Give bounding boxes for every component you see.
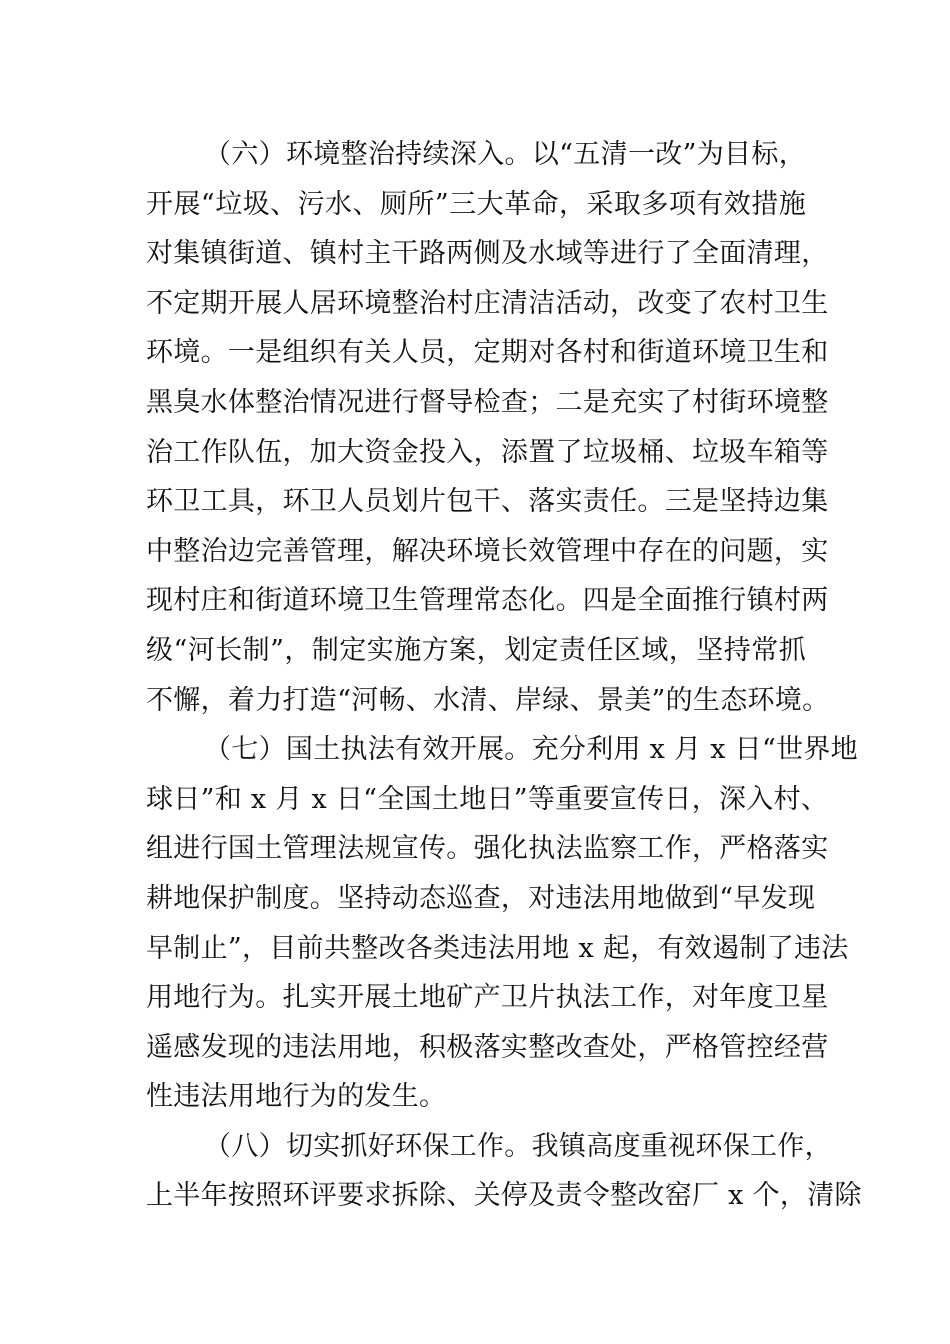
text-line: 环境。一是组织有关人员，定期对各村和街道环境卫生和: [146, 337, 829, 369]
text-line: 对集镇街道、镇村主干路两侧及水域等进行了全面清理，: [146, 238, 829, 270]
text-line: 开展“垃圾、污水、厕所”三大革命，采取多项有效措施: [146, 188, 806, 220]
text-line: 中整治边完善管理，解决环境长效管理中存在的问题，实: [146, 535, 829, 567]
paragraph-7-heading-line: （七）国土执法有效开展。充分利用 x 月 x 日“世界地: [204, 734, 858, 766]
text-line: 耕地保护制度。坚持动态巡查，对违法用地做到“早发现: [146, 882, 816, 914]
text-line: 用地行为。扎实开展土地矿产卫片执法工作，对年度卫星: [146, 982, 829, 1014]
text-line: 现村庄和街道环境卫生管理常态化。四是全面推行镇村两: [146, 585, 829, 617]
text-line: 不懈，着力打造“河畅、水清、岸绿、景美”的生态环境。: [146, 684, 830, 716]
text-line: 环卫工具，环卫人员划片包干、落实责任。三是坚持边集: [146, 486, 829, 518]
paragraph-8-heading-line: （八）切实抓好环保工作。我镇高度重视环保工作，: [204, 1130, 832, 1162]
text-line: 不定期开展人居环境整治村庄清洁活动，改变了农村卫生: [146, 287, 829, 319]
text-line: 级“河长制”，制定实施方案，划定责任区域，坚持常抓: [146, 634, 806, 666]
text-line: 遥感发现的违法用地，积极落实整改查处，严格管控经营: [146, 1031, 829, 1063]
document-body: [146, 130, 862, 1221]
text-line: 治工作队伍，加大资金投入，添置了垃圾桶、垃圾车箱等: [146, 436, 829, 468]
text-line: 早制止”，目前共整改各类违法用地 x 起，有效遏制了违法: [146, 932, 849, 964]
text-line: 组进行国土管理法规宣传。强化执法监察工作，严格落实: [146, 833, 829, 865]
paragraph-6-heading-line: （六）环境整治持续深入。以“五清一改”为目标，: [204, 139, 806, 170]
text-line: 黑臭水体整治情况进行督导检查；二是充实了村街环境整: [146, 386, 829, 418]
text-line: 球日”和 x 月 x 日“全国土地日”等重要宣传日，深入村、: [146, 783, 829, 815]
text-line: 上半年按照环评要求拆除、关停及责令整改窑厂 x 个，清除: [146, 1180, 862, 1212]
text-line: 性违法用地行为的发生。: [146, 1081, 447, 1113]
